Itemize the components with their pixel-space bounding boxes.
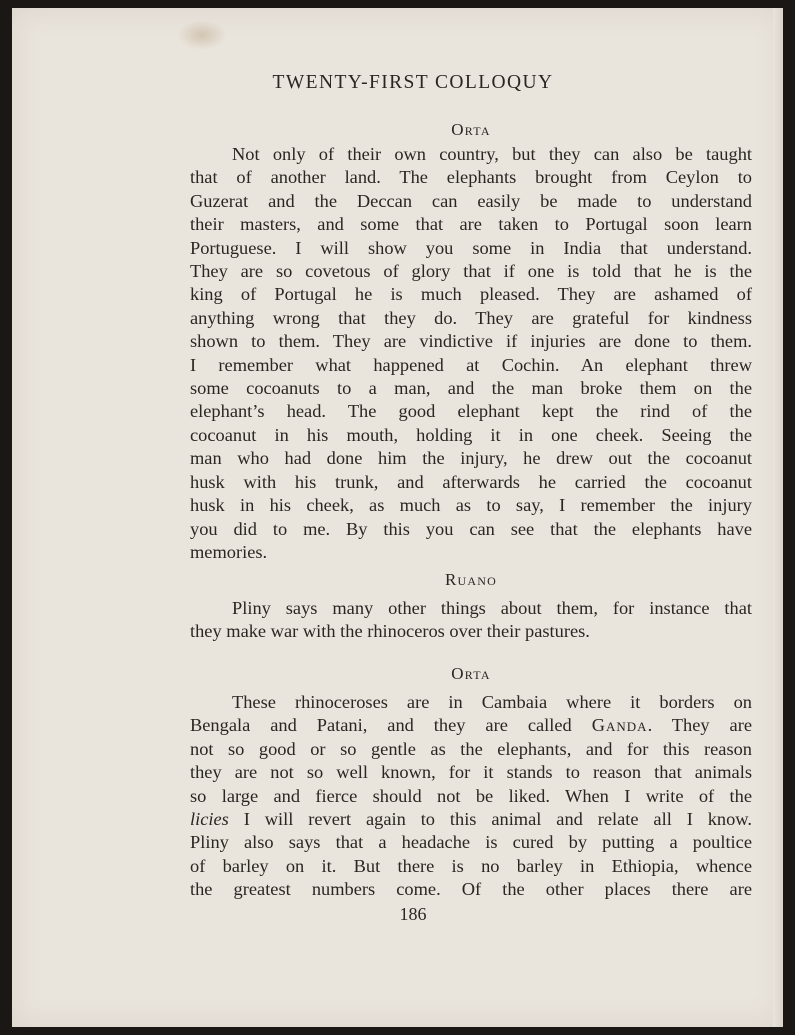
page-number: 186 [399,904,427,924]
speaker-heading: Orta [451,664,491,683]
text-line: they make war with the rhinoceros over their pastures. [190,621,590,642]
text-line: shown to them. They are vindictive if injuries are done to them. [190,331,752,352]
text-line: They are so covetous of glory that if one is told that he is the [190,261,752,282]
term-ganda: Ganda [591,715,648,736]
text-line: that of another land. The elephants brought from Ceylon to [190,167,752,188]
section-orta-1 [190,118,752,564]
text-segment: . They are [647,715,752,736]
text-line [190,808,752,831]
text-segment: I will revert again to this animal and relate all I know. [228,809,752,830]
text-line: the greatest numbers come. Of the other places there are [190,879,752,900]
text-line: husk with his trunk, and afterwards he carried the cocoanut [190,471,752,492]
text-line: so large and fierce should not be liked. When I write of the [190,785,752,806]
paragraph [190,691,752,902]
paragraph [190,597,752,644]
text-line: memories. [190,541,268,562]
paragraph [190,143,752,564]
book-page [12,8,783,1027]
section-ruano [190,568,752,644]
text-segment: Bengala and Patani, and they are called [190,715,592,736]
speaker-heading: Orta [451,120,491,139]
page-edge-shadow [773,8,783,1027]
text-line: I remember what happened at Cochin. An elephant threw [190,354,752,375]
section-orta-2 [190,662,752,902]
text-line: some cocoanuts to a man, and the man broke them on the [190,378,752,399]
paper-stain [177,20,227,50]
text-line [190,714,752,737]
term-licies: licies [190,809,229,830]
text-line: man who had done him the injury, he drew out the cocoanut [190,448,752,469]
text-line: anything wrong that they do. They are grateful for kindness [190,307,752,328]
text-line: not so good or so gentle as the elephants, and for this reason [190,738,752,759]
speaker-heading: Ruano [444,570,497,589]
text-line: Portuguese. I will show you some in India that understand. [190,237,752,258]
text-line: their masters, and some that are taken to Portugal soon learn [190,214,752,235]
text-line: Guzerat and the Deccan can easily be made to understand [190,190,752,211]
text-line: you did to me. By this you can see that the elephants have [190,518,752,539]
text-line: of barley on it. But there is no barley in Ethiopia, whence [190,855,752,876]
text-line: king of Portugal he is much pleased. They are ashamed of [190,284,752,305]
text-line: Not only of their own country, but they can also be taught [232,144,752,164]
text-line: Pliny says many other things about them, for instance that [232,598,752,618]
text-line: husk in his cheek, as much as to say, I remember the injury [190,495,752,516]
text-line: cocoanut in his mouth, holding it in one cheek. Seeing the [190,424,752,445]
text-line: Pliny also says that a headache is cured by putting a poultice [190,832,752,853]
running-title: TWENTY-FIRST COLLOQUY [272,72,554,93]
text-line: elephant’s head. The good elephant kept the rind of the [190,401,752,422]
text-line: they are not so well known, for it stands to reason that animals [190,762,752,783]
text-line: These rhinoceroses are in Cambaia where it borders on [232,692,752,712]
